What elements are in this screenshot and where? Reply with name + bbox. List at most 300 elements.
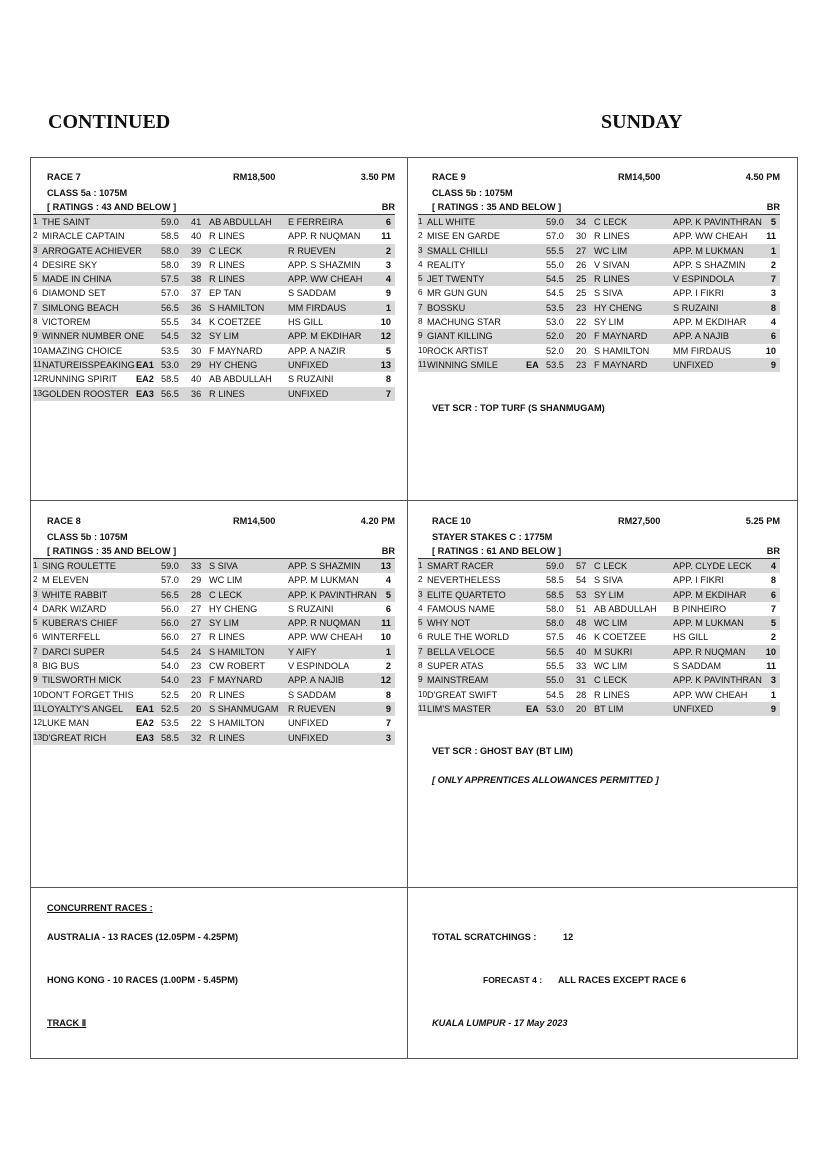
jockey: S HAMILTON xyxy=(209,302,265,313)
trainer: B PINHEIRO xyxy=(673,603,727,614)
race-title-row xyxy=(33,172,395,186)
weight: 54.0 xyxy=(161,675,179,686)
race-title-row xyxy=(418,516,780,530)
race-ratings xyxy=(33,200,395,215)
barrier: 3 xyxy=(385,732,391,743)
horse-name: DARCI SUPER xyxy=(42,646,105,657)
trainer: S RUZAINI xyxy=(288,374,334,385)
jockey: AB ABDULLAH xyxy=(209,217,272,227)
trainer: MM FIRDAUS xyxy=(288,302,347,313)
rating: 57 xyxy=(576,561,587,571)
horse-name: SMART RACER xyxy=(427,561,494,571)
emergency-acceptor: EA3 xyxy=(136,732,154,743)
rating: 28 xyxy=(191,589,202,600)
race-prize: RM27,500 xyxy=(618,516,661,526)
trainer: APP. K PAVINTHRAN xyxy=(673,675,762,686)
weight: 53.5 xyxy=(161,345,179,356)
barrier: 11 xyxy=(381,231,391,242)
barrier: 13 xyxy=(380,561,391,571)
horse-name: WINNER NUMBER ONE xyxy=(42,331,145,342)
rating: 31 xyxy=(576,675,587,686)
barrier: 6 xyxy=(770,331,776,342)
horse-name: MADE IN CHINA xyxy=(42,274,112,285)
barrier: 9 xyxy=(770,359,776,370)
jockey: WC LIM xyxy=(209,575,243,586)
runner-row xyxy=(418,329,780,343)
runner-number: 10 xyxy=(418,345,428,355)
horse-name: ROCK ARTIST xyxy=(427,345,489,356)
trainer: APP. S SHAZMIN xyxy=(288,259,361,270)
jockey: C LECK xyxy=(209,245,243,256)
jockey: SY LIM xyxy=(209,618,239,629)
scratchings-value: 12 xyxy=(563,932,574,942)
horse-name: BELLA VELOCE xyxy=(427,646,495,657)
runner-row xyxy=(33,387,395,401)
rating: 53 xyxy=(576,589,587,600)
jockey: C LECK xyxy=(209,589,243,600)
rating: 27 xyxy=(191,603,202,614)
rating: 22 xyxy=(191,718,202,729)
trainer: S SADDAM xyxy=(288,689,336,700)
rating: 30 xyxy=(576,231,587,242)
header-continued: CONTINUED xyxy=(48,111,171,133)
race-block xyxy=(418,516,780,716)
runner-row xyxy=(33,616,395,630)
barrier: 8 xyxy=(385,374,391,385)
weight: 57.0 xyxy=(161,288,179,299)
br-column-label: BR xyxy=(766,202,780,212)
runner-number: 5 xyxy=(33,618,38,628)
barrier: 8 xyxy=(770,575,776,586)
jockey: S SIVA xyxy=(594,575,623,586)
race-ratings xyxy=(418,200,780,215)
trainer: S RUZAINI xyxy=(288,603,334,614)
rating: 27 xyxy=(191,632,202,643)
weight: 53.0 xyxy=(546,317,564,328)
rating: 29 xyxy=(191,575,202,586)
race-block xyxy=(33,172,395,401)
runner-row xyxy=(33,688,395,702)
jockey: SY LIM xyxy=(594,589,624,600)
rating: 20 xyxy=(576,331,587,342)
rating: 32 xyxy=(191,331,202,342)
jockey: R LINES xyxy=(594,689,630,700)
weight: 58.5 xyxy=(546,589,564,600)
runner-number: 1 xyxy=(418,561,423,570)
barrier: 6 xyxy=(385,603,391,614)
rating: 39 xyxy=(191,245,202,256)
trainer: HS GILL xyxy=(673,632,709,643)
weight: 52.5 xyxy=(161,689,179,700)
horse-name: WINTERFELL xyxy=(42,632,101,643)
trainer: UNFIXED xyxy=(288,359,329,370)
trainer: HS GILL xyxy=(288,317,324,328)
runner-row xyxy=(33,358,395,372)
runner-number: 5 xyxy=(418,618,423,628)
runner-row xyxy=(33,716,395,730)
horse-name: DESIRE SKY xyxy=(42,259,98,270)
runner-number: 10 xyxy=(33,689,43,699)
race-number: RACE 9 xyxy=(432,172,466,182)
runner-row xyxy=(418,315,780,329)
jockey: R LINES xyxy=(209,231,245,242)
barrier: 9 xyxy=(770,703,776,714)
jockey: WC LIM xyxy=(594,245,628,256)
horse-name: MIRACLE CAPTAIN xyxy=(42,231,125,242)
barrier: 6 xyxy=(770,589,776,600)
horse-name: SMALL CHILLI xyxy=(427,245,488,256)
runner-number: 12 xyxy=(33,718,43,728)
jockey: AB ABDULLAH xyxy=(209,374,272,385)
race-class: STAYER STAKES C : 1775M xyxy=(432,532,553,542)
barrier: 2 xyxy=(770,259,776,270)
emergency-acceptor: EA1 xyxy=(136,359,154,370)
barrier: 9 xyxy=(385,703,391,714)
jockey: C LECK xyxy=(594,675,628,686)
jockey: K COETZEE xyxy=(209,317,262,328)
horse-name: MACHUNG STAR xyxy=(427,317,501,328)
barrier: 10 xyxy=(380,317,391,328)
trainer: APP. M EKDIHAR xyxy=(673,589,747,600)
scratchings-label: TOTAL SCRATCHINGS : xyxy=(432,932,537,942)
emergency-acceptor: EA3 xyxy=(136,388,154,399)
horse-name: D'GREAT SWIFT xyxy=(427,689,498,700)
horse-name: SING ROULETTE xyxy=(42,561,117,571)
runner-row xyxy=(33,673,395,687)
runner-number: 3 xyxy=(33,589,38,599)
weight: 58.0 xyxy=(161,259,179,270)
rating: 24 xyxy=(191,646,202,657)
runner-row xyxy=(33,559,395,573)
trainer: UNFIXED xyxy=(288,732,329,743)
row-divider-1 xyxy=(30,500,798,501)
horse-name: LUKE MAN xyxy=(42,718,89,729)
trainer: APP. A NAJIB xyxy=(288,675,345,686)
barrier: 11 xyxy=(381,618,391,629)
runner-number: 7 xyxy=(418,646,423,656)
rating: 33 xyxy=(191,561,202,571)
jockey: F MAYNARD xyxy=(594,359,648,370)
rating: 34 xyxy=(191,317,202,328)
weight: 52.0 xyxy=(546,345,564,356)
runner-row xyxy=(33,731,395,745)
trainer: UNFIXED xyxy=(673,359,714,370)
runner-row xyxy=(33,630,395,644)
race-block xyxy=(418,172,780,372)
jockey: S HAMILTON xyxy=(594,345,650,356)
barrier: 7 xyxy=(385,388,391,399)
weight: 55.5 xyxy=(546,661,564,672)
trainer: APP. M LUKMAN xyxy=(673,245,744,256)
weight: 54.5 xyxy=(546,288,564,299)
rating: 39 xyxy=(191,259,202,270)
runner-number: 7 xyxy=(418,302,423,312)
barrier: 12 xyxy=(380,675,391,686)
barrier: 3 xyxy=(770,288,776,299)
rating: 20 xyxy=(576,345,587,356)
barrier: 10 xyxy=(765,646,776,657)
horse-name: DON'T FORGET THIS xyxy=(42,689,134,700)
barrier: 11 xyxy=(766,661,776,672)
trainer: APP. CLYDE LECK xyxy=(673,561,752,571)
race-prize: RM14,500 xyxy=(233,516,276,526)
race-prize: RM14,500 xyxy=(618,172,661,182)
barrier: 10 xyxy=(765,345,776,356)
weight: 57.0 xyxy=(161,575,179,586)
jockey: C LECK xyxy=(594,561,628,571)
barrier: 3 xyxy=(385,259,391,270)
horse-name: ALL WHITE xyxy=(427,217,476,227)
runner-row xyxy=(418,272,780,286)
weight: 56.0 xyxy=(161,632,179,643)
jockey: F MAYNARD xyxy=(209,345,263,356)
weight: 59.0 xyxy=(161,561,179,571)
race-ratings xyxy=(418,544,780,559)
runner-number: 4 xyxy=(33,603,38,613)
rating: 51 xyxy=(576,603,587,614)
runner-number: 7 xyxy=(33,302,38,312)
trainer: APP. WW CHEAH xyxy=(288,274,363,285)
runner-number: 6 xyxy=(33,288,38,298)
trainer: S SADDAM xyxy=(673,661,721,672)
jockey: R LINES xyxy=(209,388,245,399)
header-day: SUNDAY xyxy=(601,111,683,133)
runner-number: 9 xyxy=(33,331,38,341)
horse-name: ARROGATE ACHIEVER xyxy=(42,245,142,256)
weight: 58.5 xyxy=(546,575,564,586)
jockey: SY LIM xyxy=(209,331,239,342)
rating: 28 xyxy=(576,689,587,700)
jockey: HY CHENG xyxy=(209,603,258,614)
runner-row xyxy=(33,272,395,286)
weight: 58.5 xyxy=(161,732,179,743)
rating: 25 xyxy=(576,274,587,285)
race-note: VET SCR : GHOST BAY (BT LIM) xyxy=(432,746,573,756)
runner-number: 8 xyxy=(33,317,38,327)
runner-row xyxy=(418,645,780,659)
trainer: MM FIRDAUS xyxy=(673,345,732,356)
trainer: S RUZAINI xyxy=(673,302,719,313)
trainer: APP. K PAVINTHRAN xyxy=(288,589,377,600)
trainer: V ESPINDOLA xyxy=(288,661,350,672)
barrier: 1 xyxy=(385,646,391,657)
jockey: S HAMILTON xyxy=(209,718,265,729)
runner-row xyxy=(33,315,395,329)
jockey: R LINES xyxy=(209,259,245,270)
weight: 54.5 xyxy=(161,646,179,657)
barrier: 4 xyxy=(385,274,391,285)
runner-number: 4 xyxy=(418,603,423,613)
rating: 23 xyxy=(576,359,587,370)
weight: 52.5 xyxy=(161,703,179,714)
barrier: 12 xyxy=(380,331,391,342)
jockey: S SHANMUGAM xyxy=(209,703,279,714)
race-time: 5.25 PM xyxy=(745,516,780,526)
runner-number: 7 xyxy=(33,646,38,656)
runner-number: 2 xyxy=(418,575,423,585)
runner-number: 4 xyxy=(418,259,423,269)
runner-row xyxy=(418,630,780,644)
weight: 56.5 xyxy=(161,388,179,399)
horse-name: REALITY xyxy=(427,259,466,270)
horse-name: MAINSTREAM xyxy=(427,675,489,686)
rating: 27 xyxy=(191,618,202,629)
race-title-row xyxy=(33,516,395,530)
runner-row xyxy=(33,258,395,272)
br-column-label: BR xyxy=(381,546,395,556)
trainer: S SADDAM xyxy=(288,288,336,299)
horse-name: JET TWENTY xyxy=(427,274,485,285)
jockey: C LECK xyxy=(594,217,628,227)
trainer: APP. WW CHEAH xyxy=(673,231,748,242)
runner-row xyxy=(418,673,780,687)
weight: 59.0 xyxy=(546,217,564,227)
weight: 59.0 xyxy=(161,217,179,227)
jockey: HY CHENG xyxy=(209,359,258,370)
jockey: F MAYNARD xyxy=(594,331,648,342)
jockey: F MAYNARD xyxy=(209,675,263,686)
weight: 56.5 xyxy=(161,589,179,600)
race-time: 4.50 PM xyxy=(745,172,780,182)
runner-row xyxy=(33,229,395,243)
weight: 55.0 xyxy=(546,675,564,686)
race-note: VET SCR : TOP TURF (S SHANMUGAM) xyxy=(432,403,605,413)
jockey: BT LIM xyxy=(594,703,624,714)
trainer: APP. WW CHEAH xyxy=(673,689,748,700)
rating: 23 xyxy=(191,661,202,672)
runner-number: 13 xyxy=(33,388,43,398)
runner-number: 2 xyxy=(33,575,38,585)
weight: 58.0 xyxy=(546,603,564,614)
runner-number: 5 xyxy=(33,274,38,284)
emergency-acceptor: EA2 xyxy=(136,718,154,729)
trainer: APP. A NAJIB xyxy=(673,331,730,342)
weight: 56.5 xyxy=(161,302,179,313)
trainer: APP. S SHAZMIN xyxy=(673,259,746,270)
barrier: 1 xyxy=(385,302,391,313)
runner-row xyxy=(418,573,780,587)
jockey: R LINES xyxy=(209,689,245,700)
horse-name: WHY NOT xyxy=(427,618,471,629)
forecast-value: ALL RACES EXCEPT RACE 6 xyxy=(558,975,686,985)
runner-number: 2 xyxy=(33,231,38,241)
horse-name: KUBERA'S CHIEF xyxy=(42,618,118,629)
runner-row xyxy=(33,344,395,358)
runner-number: 6 xyxy=(418,632,423,642)
br-column-label: BR xyxy=(766,546,780,556)
race-time: 3.50 PM xyxy=(360,172,395,182)
place-date: KUALA LUMPUR - 17 May 2023 xyxy=(432,1018,568,1028)
rating: 41 xyxy=(191,217,202,227)
trainer: APP. R NUQMAN xyxy=(288,618,361,629)
jockey: R LINES xyxy=(209,732,245,743)
jockey: CW ROBERT xyxy=(209,661,265,672)
barrier: 9 xyxy=(385,288,391,299)
horse-name: D'GREAT RICH xyxy=(42,732,107,743)
jockey: S SIVA xyxy=(209,561,238,571)
horse-name: DARK WIZARD xyxy=(42,603,107,614)
horse-name: WHITE RABBIT xyxy=(42,589,108,600)
runner-number: 6 xyxy=(33,632,38,642)
race-time: 4.20 PM xyxy=(360,516,395,526)
horse-name: MISE EN GARDE xyxy=(427,231,501,242)
weight: 57.0 xyxy=(546,231,564,242)
br-column-label: BR xyxy=(381,202,395,212)
barrier: 5 xyxy=(385,345,391,356)
center-divider xyxy=(407,157,408,1059)
trainer: E FERREIRA xyxy=(288,217,344,227)
horse-name: MR GUN GUN xyxy=(427,288,488,299)
race-number: RACE 7 xyxy=(47,172,81,182)
runner-number: 10 xyxy=(33,345,43,355)
weight: 56.5 xyxy=(546,646,564,657)
runner-number: 3 xyxy=(33,245,38,255)
rating: 23 xyxy=(191,675,202,686)
horse-name: M ELEVEN xyxy=(42,575,89,586)
weight: 57.5 xyxy=(161,274,179,285)
runner-row xyxy=(418,215,780,229)
runner-row xyxy=(418,344,780,358)
horse-name: TILSWORTH MICK xyxy=(42,675,122,686)
runner-row xyxy=(33,588,395,602)
horse-name: DIAMOND SET xyxy=(42,288,106,299)
jockey: R LINES xyxy=(594,274,630,285)
runner-row xyxy=(418,358,780,372)
runner-row xyxy=(418,229,780,243)
weight: 53.5 xyxy=(161,718,179,729)
runner-number: 8 xyxy=(33,661,38,671)
runner-number: 13 xyxy=(33,732,43,742)
horse-name: BOSSKU xyxy=(427,302,466,313)
barrier: 7 xyxy=(770,603,776,614)
barrier: 5 xyxy=(770,217,776,227)
emergency-acceptor: EA1 xyxy=(136,703,154,714)
runner-number: 10 xyxy=(418,689,428,699)
horse-name: GIANT KILLING xyxy=(427,331,493,342)
barrier: 7 xyxy=(385,718,391,729)
forecast-label: FORECAST 4 : xyxy=(483,975,543,985)
weight: 54.5 xyxy=(161,331,179,342)
jockey: S HAMILTON xyxy=(209,646,265,657)
rating: 27 xyxy=(576,245,587,256)
runner-row xyxy=(33,645,395,659)
trainer: APP. A NAZIR xyxy=(288,345,346,356)
rating: 36 xyxy=(191,388,202,399)
trainer: APP. M LUKMAN xyxy=(288,575,359,586)
runner-row xyxy=(33,286,395,300)
rating: 25 xyxy=(576,288,587,299)
weight: 58.5 xyxy=(161,231,179,242)
weight: 56.0 xyxy=(161,618,179,629)
emergency-acceptor: EA xyxy=(526,703,539,714)
weight: 59.0 xyxy=(546,561,564,571)
jockey: SY LIM xyxy=(594,317,624,328)
race-class: CLASS 5b : 1075M xyxy=(47,532,128,542)
runner-row xyxy=(418,286,780,300)
runner-row xyxy=(33,244,395,258)
runner-number: 8 xyxy=(418,317,423,327)
race-ratings-text: [ RATINGS : 35 AND BELOW ] xyxy=(432,202,562,212)
trainer: Y AIFY xyxy=(288,646,317,657)
runner-number: 12 xyxy=(33,374,43,384)
horse-name: RUNNING SPIRIT xyxy=(42,374,118,385)
rating: 33 xyxy=(576,661,587,672)
race-ratings-text: [ RATINGS : 43 AND BELOW ] xyxy=(47,202,177,212)
trainer: APP. I FIKRI xyxy=(673,288,724,299)
race-number: RACE 10 xyxy=(432,516,471,526)
row-divider-2 xyxy=(30,887,798,888)
track-label: TRACK Ⅱ xyxy=(47,1018,87,1028)
